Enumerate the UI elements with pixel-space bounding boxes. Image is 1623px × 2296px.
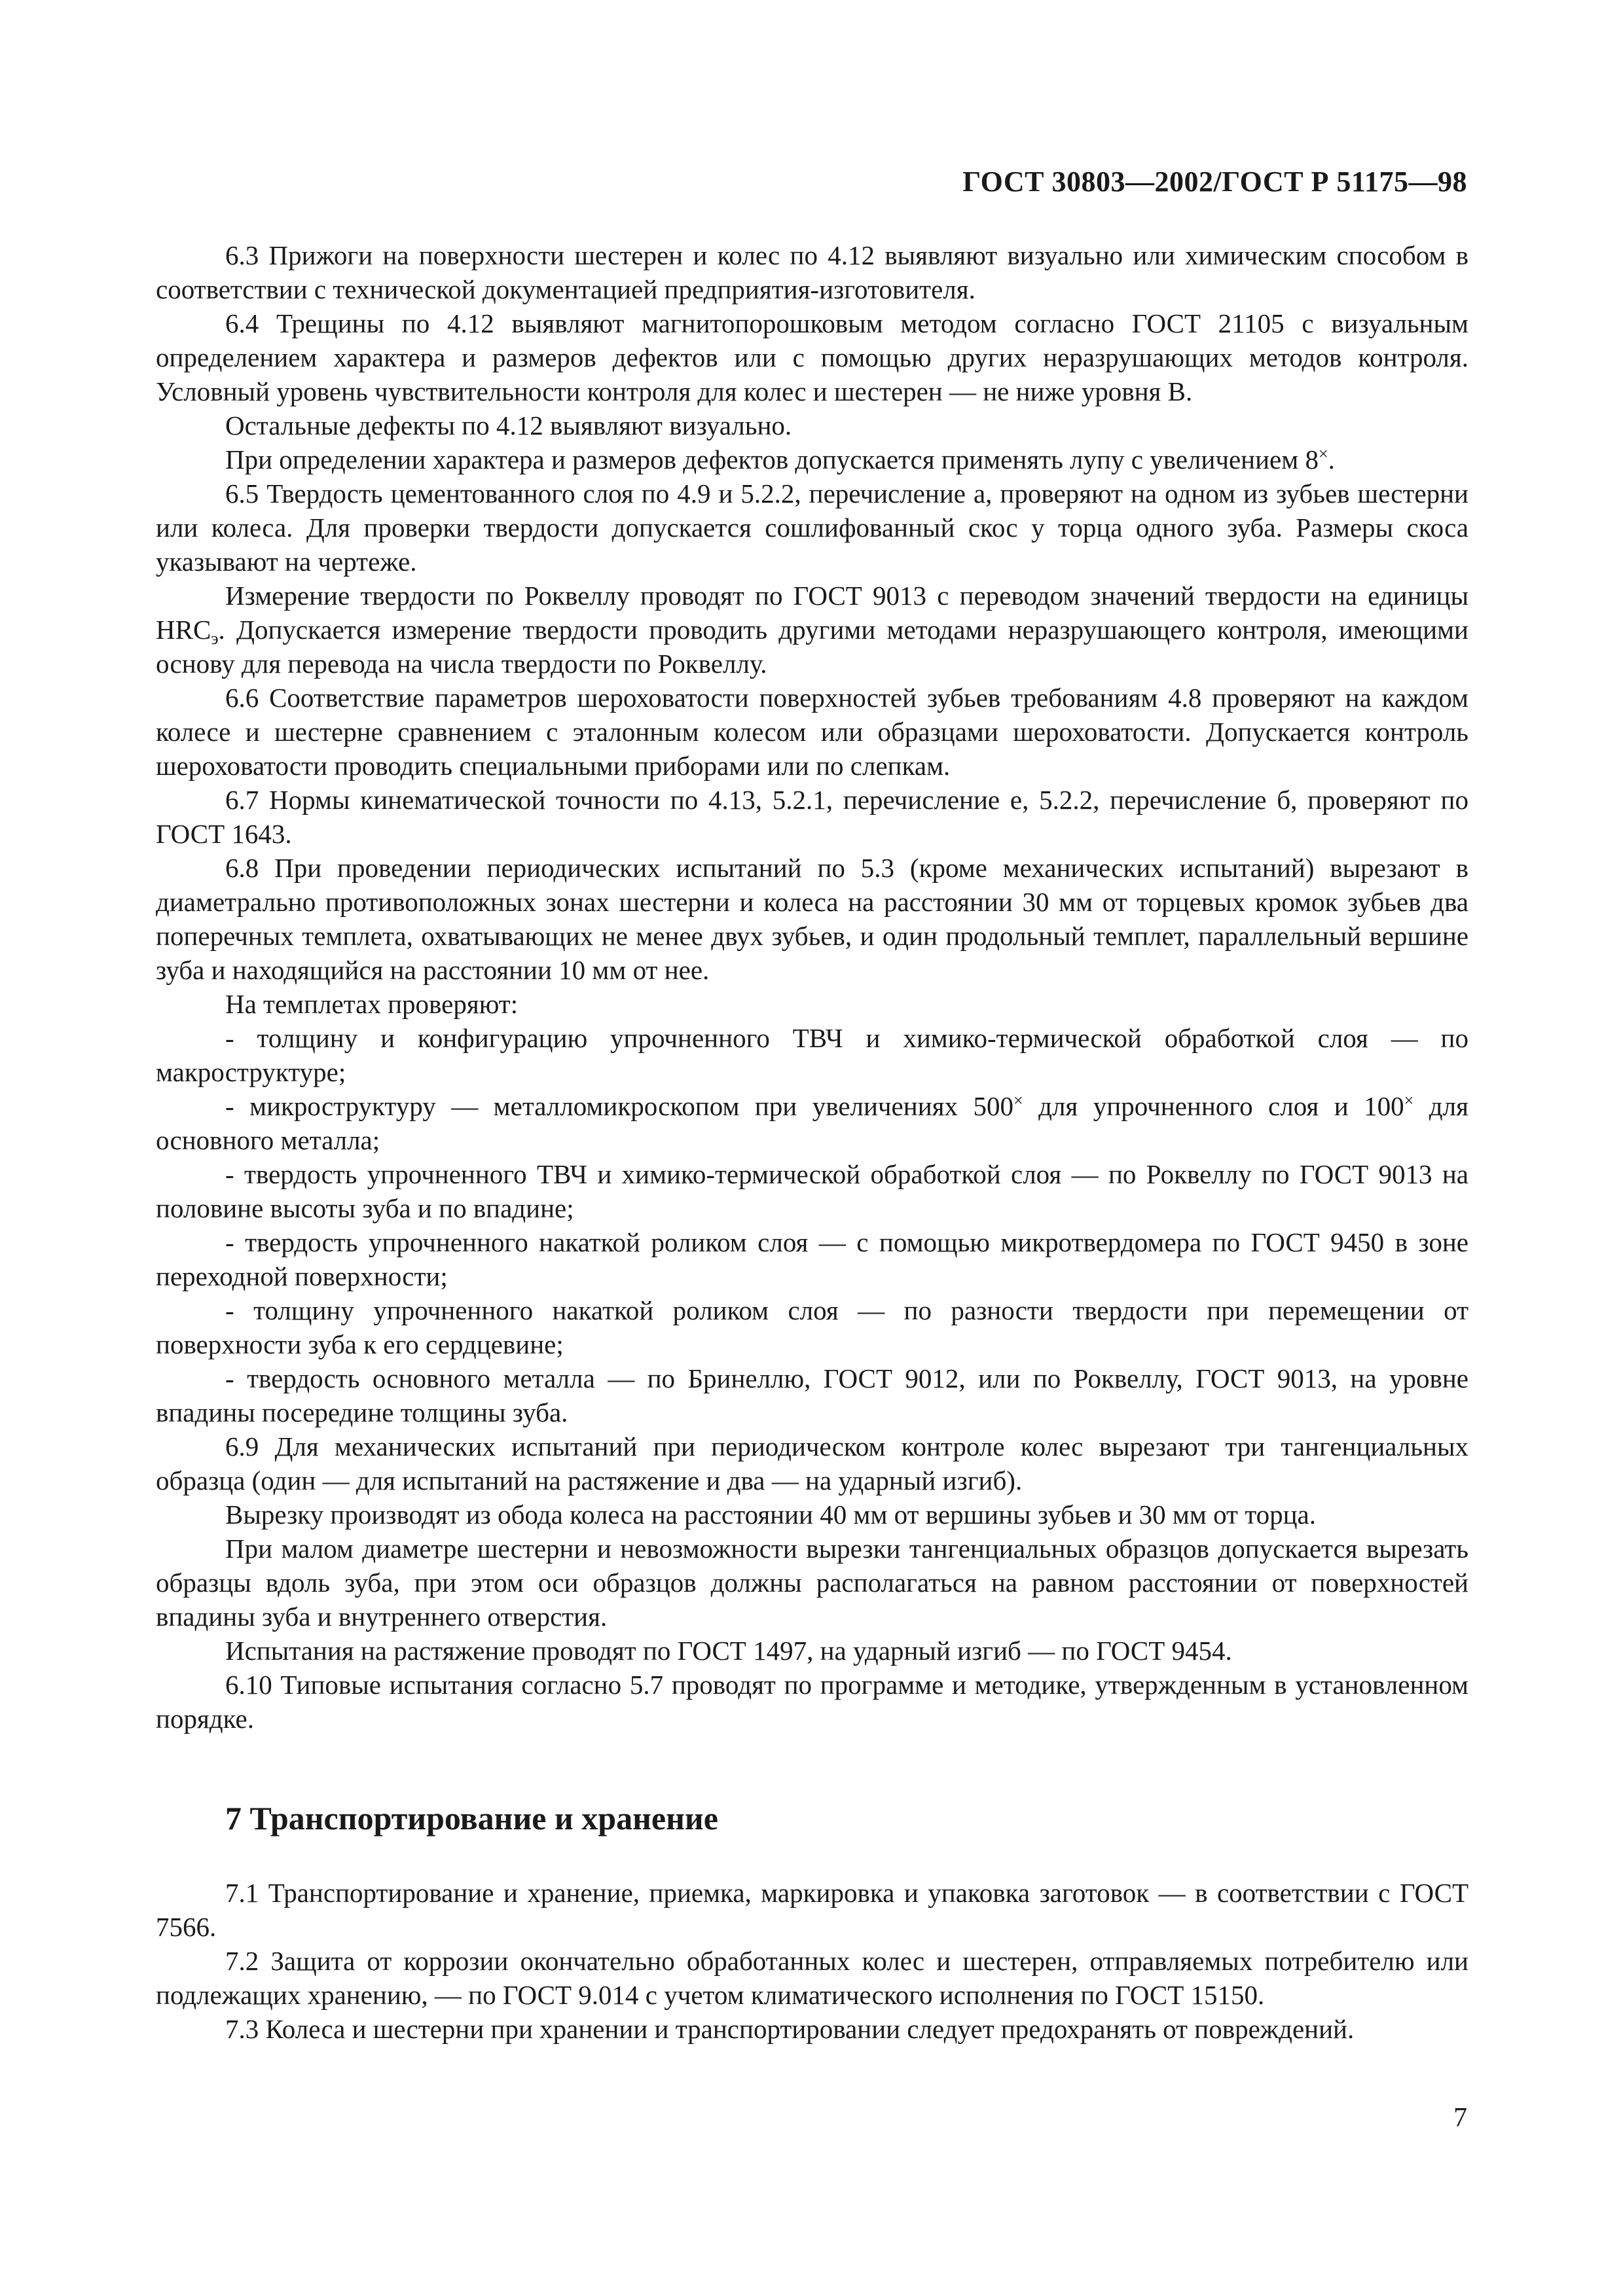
list-item-thickness: - толщину и конфигурацию упрочненного ТВЧ и химико-термической обработкой слоя — по макроструктуре; [156,1023,1468,1087]
paragraph-6-4-other-defects: Остальные дефекты по 4.12 выявляют визуально. [225,410,792,440]
section-7-title: 7 Транспортирование и хранение [225,1800,718,1837]
paragraph-6-9: 6.9 Для механических испытаний при периодическом контроле колес вырезают три тангенциальных образца (один — для испытаний на растяжение и два — на ударный изгиб). [156,1431,1468,1496]
paragraph-6-8: 6.8 При проведении периодических испытаний по 5.3 (кроме механических испытаний) вырезают в диаметрально противоположных зонах шестерни и колеса на расстоянии 30 мм от торцевых кромок зубьев два поперечных темплета, охватывающих не менее двух зубьев, и один продольный темплет, параллельный вершине зуба и находящийся на расстоянии 10 мм от нее. [156,853,1468,985]
paragraph-6-9-cutting: Вырезку производят из обода колеса на расстоянии 40 мм от вершины зубьев и 30 мм от торца. [225,1499,1316,1530]
paragraph-6-9-tests: Испытания на растяжение проводят по ГОСТ 1497, на ударный изгиб — по ГОСТ 9454. [225,1636,1232,1666]
paragraph-6-4: 6.4 Трещины по 4.12 выявляют магнитопорошковым методом согласно ГОСТ 21105 с визуальным определением характера и размеров дефектов или с помощью других неразрушающих методов контроля. Условный уровень чувствительности контроля для колес и шестерен — не ниже уровня В. [156,308,1468,406]
paragraph-7-3: 7.3 Колеса и шестерни при хранении и транспортировании следует предохранять от повреждений. [225,2014,1355,2044]
magnification-sign-100: × [1404,1091,1414,1110]
list-item-hardness-tvch: - твердость упрочненного ТВЧ и химико-термической обработкой слоя — по Роквеллу по ГОСТ 9013 на половине высоты зуба и по впадине; [156,1159,1468,1223]
list-item-base-metal-hardness: - твердость основного металла — по Бринеллю, ГОСТ 9012, или по Роквеллу, ГОСТ 9013, на уровне впадины посередине толщины зуба. [156,1363,1468,1427]
paragraph-6-10: 6.10 Типовые испытания согласно 5.7 проводят по программе и методике, утвержденным в установленном порядке. [156,1670,1468,1734]
document-body [156,238,1468,2046]
paragraph-7-2: 7.2 Защита от коррозии окончательно обработанных колес и шестерен, отправляемых потребителю или подлежащих хранению, — по ГОСТ 9.014 с учетом климатического исполнения по ГОСТ 15150. [156,1946,1468,2010]
paragraph-6-7: 6.7 Нормы кинематической точности по 4.13, 5.2.1, перечисление е, 5.2.2, перечисление б, проверяют по ГОСТ 1643. [156,785,1468,849]
microstructure-text-end: для основного металла; [156,1091,1468,1155]
hrc-subscript: э [211,629,219,648]
list-item-microstructure [156,1089,1468,1157]
list-item-hardness-roller: - твердость упрочненного накаткой роликом слоя — с помощью микротвердомера по ГОСТ 9450 в зоне переходной поверхности; [156,1227,1468,1291]
microstructure-text: - микроструктуру — металломикроскопом при увеличениях 500 [225,1091,1013,1121]
microstructure-text-mid: для упрочненного слоя и 100 [1023,1091,1404,1121]
rockwell-text: Измерение твердости по Роквеллу проводят по ГОСТ 9013 с переводом значений твердости на единицы HRC [156,581,1468,645]
magnification-sign: × [1318,444,1328,463]
paragraph-6-6: 6.6 Соответствие параметров шероховатости поверхностей зубьев требованиям 4.8 проверяют на каждом колесе и шестерне сравнением с эталонным колесом или образцами шероховатости. Допускается контроль шероховатости проводить специальными приборами или по слепкам. [156,683,1468,781]
paragraph-7-1: 7.1 Транспортирование и хранение, приемка, маркировка и упаковка заготовок — в соответствии с ГОСТ 7566. [156,1878,1468,1942]
page-number: 7 [1453,2103,1467,2133]
magnification-sign-500: × [1013,1091,1023,1110]
paragraph-6-8-checks-intro: На темплетах проверяют: [225,989,519,1019]
paragraph-6-4-magnifier [156,442,1468,476]
paragraph-6-5-rockwell [156,579,1468,681]
list-item-thickness-roller: - толщину упрочненного накаткой роликом слоя — по разности твердости при перемещении от поверхности зуба к его сердцевине; [156,1295,1468,1359]
paragraph-6-9-small-diameter: При малом диаметре шестерни и невозможности вырезки тангенциальных образцов допускается вырезать образцы вдоль зуба, при этом оси образцов должны располагаться на равном расстоянии от поверхностей впадины зуба и внутреннего отверстия. [156,1534,1468,1632]
magnifier-end: . [1328,444,1335,475]
paragraph-6-5: 6.5 Твердость цементованного слоя по 4.9 и 5.2.2, перечисление а, проверяют на одном из зубьев шестерни или колеса. Для проверки твердости допускается сошлифованный скос у торца одного зуба. Размеры скоса указывают на чертеже. [156,478,1468,577]
magnifier-text: При определении характера и размеров дефектов допускается применять лупу с увеличением 8 [225,444,1319,475]
paragraph-6-3: 6.3 Прижоги на поверхности шестерен и колес по 4.12 выявляют визуально или химическим способом в соответствии с технической документацией предприятия-изготовителя. [156,240,1468,304]
document-header: ГОСТ 30803—2002/ГОСТ Р 51175—98 [962,166,1467,198]
rockwell-text-end: . Допускается измерение твердости проводить другими методами неразрушающего контроля, имеющими основу для перевода на числа твердости по Роквеллу. [156,615,1468,679]
